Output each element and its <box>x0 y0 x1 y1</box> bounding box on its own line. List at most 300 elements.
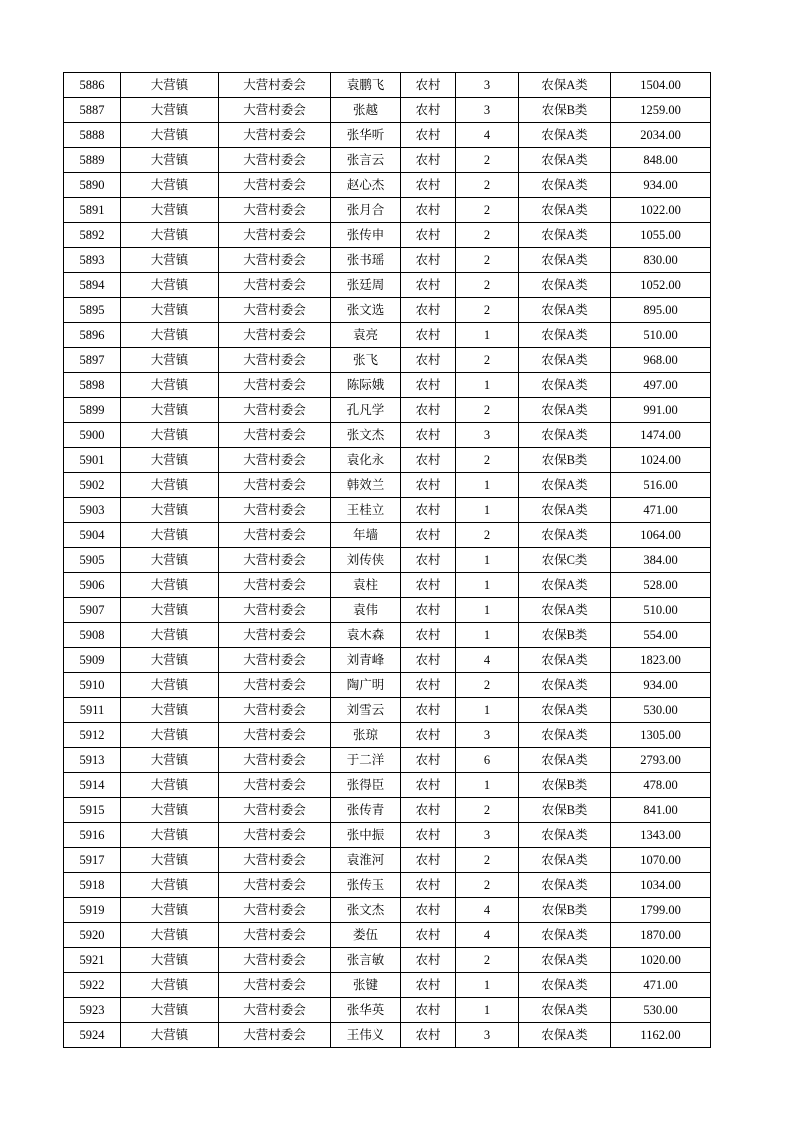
cell-insurance-category: 农保A类 <box>519 873 611 898</box>
table-row <box>64 973 711 998</box>
cell-residence: 农村 <box>401 223 456 248</box>
cell-name: 陶广明 <box>331 673 401 698</box>
cell-amount: 991.00 <box>611 398 711 423</box>
cell-village-committee: 大营村委会 <box>219 898 331 923</box>
cell-amount: 895.00 <box>611 298 711 323</box>
cell-amount: 530.00 <box>611 698 711 723</box>
cell-amount: 1474.00 <box>611 423 711 448</box>
cell-town: 大营镇 <box>121 1023 219 1048</box>
cell-insurance-category: 农保A类 <box>519 948 611 973</box>
cell-village-committee: 大营村委会 <box>219 923 331 948</box>
cell-residence: 农村 <box>401 673 456 698</box>
cell-serial: 5913 <box>64 748 121 773</box>
cell-name: 张传申 <box>331 223 401 248</box>
cell-amount: 530.00 <box>611 998 711 1023</box>
cell-insurance-category: 农保A类 <box>519 998 611 1023</box>
cell-residence: 农村 <box>401 973 456 998</box>
cell-count: 3 <box>456 723 519 748</box>
cell-residence: 农村 <box>401 448 456 473</box>
cell-name: 张华英 <box>331 998 401 1023</box>
cell-insurance-category: 农保B类 <box>519 98 611 123</box>
cell-count: 2 <box>456 673 519 698</box>
cell-town: 大营镇 <box>121 498 219 523</box>
cell-town: 大营镇 <box>121 323 219 348</box>
cell-name: 年墙 <box>331 523 401 548</box>
cell-residence: 农村 <box>401 123 456 148</box>
cell-count: 1 <box>456 473 519 498</box>
cell-count: 4 <box>456 898 519 923</box>
table-row <box>64 923 711 948</box>
cell-count: 1 <box>456 973 519 998</box>
cell-village-committee: 大营村委会 <box>219 723 331 748</box>
cell-serial: 5902 <box>64 473 121 498</box>
cell-village-committee: 大营村委会 <box>219 173 331 198</box>
cell-count: 1 <box>456 548 519 573</box>
cell-town: 大营镇 <box>121 373 219 398</box>
cell-amount: 830.00 <box>611 248 711 273</box>
cell-serial: 5915 <box>64 798 121 823</box>
table-row <box>64 823 711 848</box>
cell-village-committee: 大营村委会 <box>219 273 331 298</box>
cell-town: 大营镇 <box>121 898 219 923</box>
table-row <box>64 73 711 98</box>
cell-town: 大营镇 <box>121 748 219 773</box>
cell-serial: 5889 <box>64 148 121 173</box>
cell-amount: 1162.00 <box>611 1023 711 1048</box>
cell-name: 张得臣 <box>331 773 401 798</box>
cell-insurance-category: 农保A类 <box>519 473 611 498</box>
table-row <box>64 573 711 598</box>
cell-amount: 1022.00 <box>611 198 711 223</box>
cell-residence: 农村 <box>401 698 456 723</box>
cell-amount: 1799.00 <box>611 898 711 923</box>
cell-insurance-category: 农保A类 <box>519 373 611 398</box>
cell-town: 大营镇 <box>121 723 219 748</box>
cell-count: 1 <box>456 623 519 648</box>
cell-name: 张月合 <box>331 198 401 223</box>
cell-village-committee: 大营村委会 <box>219 473 331 498</box>
cell-count: 2 <box>456 798 519 823</box>
table-row <box>64 698 711 723</box>
cell-serial: 5888 <box>64 123 121 148</box>
cell-count: 1 <box>456 998 519 1023</box>
cell-serial: 5911 <box>64 698 121 723</box>
cell-serial: 5919 <box>64 898 121 923</box>
cell-insurance-category: 农保A类 <box>519 648 611 673</box>
cell-serial: 5895 <box>64 298 121 323</box>
cell-village-committee: 大营村委会 <box>219 648 331 673</box>
table-row <box>64 523 711 548</box>
cell-town: 大营镇 <box>121 173 219 198</box>
cell-name: 韩效兰 <box>331 473 401 498</box>
cell-residence: 农村 <box>401 248 456 273</box>
table-row <box>64 548 711 573</box>
cell-amount: 1034.00 <box>611 873 711 898</box>
table-row <box>64 423 711 448</box>
cell-insurance-category: 农保A类 <box>519 223 611 248</box>
cell-residence: 农村 <box>401 423 456 448</box>
cell-residence: 农村 <box>401 948 456 973</box>
cell-town: 大营镇 <box>121 848 219 873</box>
cell-residence: 农村 <box>401 473 456 498</box>
cell-residence: 农村 <box>401 648 456 673</box>
cell-insurance-category: 农保A类 <box>519 598 611 623</box>
cell-insurance-category: 农保A类 <box>519 298 611 323</box>
cell-name: 娄伍 <box>331 923 401 948</box>
cell-residence: 农村 <box>401 173 456 198</box>
cell-count: 2 <box>456 523 519 548</box>
cell-count: 4 <box>456 923 519 948</box>
cell-village-committee: 大营村委会 <box>219 498 331 523</box>
cell-residence: 农村 <box>401 348 456 373</box>
cell-count: 2 <box>456 948 519 973</box>
cell-amount: 528.00 <box>611 573 711 598</box>
cell-name: 赵心杰 <box>331 173 401 198</box>
cell-serial: 5904 <box>64 523 121 548</box>
cell-name: 袁化永 <box>331 448 401 473</box>
cell-count: 3 <box>456 823 519 848</box>
table-row <box>64 198 711 223</box>
cell-town: 大营镇 <box>121 298 219 323</box>
cell-insurance-category: 农保A类 <box>519 148 611 173</box>
cell-amount: 1870.00 <box>611 923 711 948</box>
cell-village-committee: 大营村委会 <box>219 823 331 848</box>
cell-insurance-category: 农保B类 <box>519 898 611 923</box>
cell-name: 张传玉 <box>331 873 401 898</box>
table-row <box>64 248 711 273</box>
cell-amount: 934.00 <box>611 673 711 698</box>
table-row <box>64 673 711 698</box>
cell-town: 大营镇 <box>121 973 219 998</box>
cell-name: 张文选 <box>331 298 401 323</box>
cell-count: 2 <box>456 448 519 473</box>
cell-village-committee: 大营村委会 <box>219 948 331 973</box>
cell-count: 1 <box>456 573 519 598</box>
cell-residence: 农村 <box>401 623 456 648</box>
cell-name: 袁木森 <box>331 623 401 648</box>
cell-insurance-category: 农保B类 <box>519 623 611 648</box>
cell-insurance-category: 农保A类 <box>519 198 611 223</box>
cell-insurance-category: 农保B类 <box>519 773 611 798</box>
cell-count: 2 <box>456 248 519 273</box>
table-row <box>64 373 711 398</box>
cell-name: 刘青峰 <box>331 648 401 673</box>
cell-serial: 5893 <box>64 248 121 273</box>
cell-serial: 5920 <box>64 923 121 948</box>
cell-village-committee: 大营村委会 <box>219 98 331 123</box>
cell-count: 1 <box>456 373 519 398</box>
cell-town: 大营镇 <box>121 523 219 548</box>
cell-count: 2 <box>456 273 519 298</box>
cell-amount: 1052.00 <box>611 273 711 298</box>
cell-name: 张文杰 <box>331 898 401 923</box>
subsidy-table-body <box>64 73 711 1048</box>
cell-insurance-category: 农保A类 <box>519 323 611 348</box>
cell-count: 4 <box>456 123 519 148</box>
cell-residence: 农村 <box>401 498 456 523</box>
cell-insurance-category: 农保A类 <box>519 173 611 198</box>
cell-village-committee: 大营村委会 <box>219 798 331 823</box>
cell-name: 袁柱 <box>331 573 401 598</box>
cell-count: 1 <box>456 498 519 523</box>
cell-serial: 5923 <box>64 998 121 1023</box>
table-row <box>64 873 711 898</box>
table-row <box>64 648 711 673</box>
cell-village-committee: 大营村委会 <box>219 298 331 323</box>
cell-amount: 471.00 <box>611 973 711 998</box>
cell-insurance-category: 农保A类 <box>519 823 611 848</box>
cell-village-committee: 大营村委会 <box>219 598 331 623</box>
cell-count: 2 <box>456 873 519 898</box>
cell-town: 大营镇 <box>121 773 219 798</box>
cell-name: 刘传侠 <box>331 548 401 573</box>
cell-insurance-category: 农保A类 <box>519 723 611 748</box>
cell-town: 大营镇 <box>121 648 219 673</box>
cell-name: 袁淮河 <box>331 848 401 873</box>
subsidy-table <box>63 72 711 1048</box>
cell-serial: 5900 <box>64 423 121 448</box>
cell-count: 1 <box>456 773 519 798</box>
cell-count: 3 <box>456 73 519 98</box>
cell-amount: 1070.00 <box>611 848 711 873</box>
cell-insurance-category: 农保B类 <box>519 448 611 473</box>
cell-residence: 农村 <box>401 748 456 773</box>
cell-town: 大营镇 <box>121 798 219 823</box>
cell-serial: 5899 <box>64 398 121 423</box>
cell-name: 王伟义 <box>331 1023 401 1048</box>
cell-name: 张中振 <box>331 823 401 848</box>
table-row <box>64 948 711 973</box>
table-row <box>64 173 711 198</box>
cell-amount: 2034.00 <box>611 123 711 148</box>
cell-insurance-category: 农保A类 <box>519 573 611 598</box>
cell-serial: 5896 <box>64 323 121 348</box>
cell-count: 3 <box>456 98 519 123</box>
cell-town: 大营镇 <box>121 923 219 948</box>
cell-serial: 5906 <box>64 573 121 598</box>
cell-serial: 5903 <box>64 498 121 523</box>
cell-town: 大营镇 <box>121 273 219 298</box>
cell-name: 王桂立 <box>331 498 401 523</box>
cell-insurance-category: 农保A类 <box>519 73 611 98</box>
table-row <box>64 223 711 248</box>
cell-amount: 471.00 <box>611 498 711 523</box>
cell-village-committee: 大营村委会 <box>219 873 331 898</box>
cell-residence: 农村 <box>401 923 456 948</box>
cell-village-committee: 大营村委会 <box>219 773 331 798</box>
cell-town: 大营镇 <box>121 623 219 648</box>
cell-town: 大营镇 <box>121 123 219 148</box>
cell-amount: 510.00 <box>611 323 711 348</box>
cell-count: 3 <box>456 423 519 448</box>
cell-residence: 农村 <box>401 273 456 298</box>
cell-name: 张言云 <box>331 148 401 173</box>
cell-residence: 农村 <box>401 823 456 848</box>
cell-name: 袁鹏飞 <box>331 73 401 98</box>
cell-residence: 农村 <box>401 398 456 423</box>
cell-residence: 农村 <box>401 798 456 823</box>
cell-residence: 农村 <box>401 573 456 598</box>
cell-insurance-category: 农保A类 <box>519 1023 611 1048</box>
cell-serial: 5921 <box>64 948 121 973</box>
cell-serial: 5908 <box>64 623 121 648</box>
cell-serial: 5887 <box>64 98 121 123</box>
cell-residence: 农村 <box>401 723 456 748</box>
cell-name: 张书瑶 <box>331 248 401 273</box>
table-row <box>64 473 711 498</box>
cell-amount: 1259.00 <box>611 98 711 123</box>
cell-insurance-category: 农保A类 <box>519 248 611 273</box>
cell-village-committee: 大营村委会 <box>219 123 331 148</box>
cell-name: 张琼 <box>331 723 401 748</box>
table-row <box>64 898 711 923</box>
cell-serial: 5898 <box>64 373 121 398</box>
cell-town: 大营镇 <box>121 73 219 98</box>
cell-count: 2 <box>456 223 519 248</box>
cell-amount: 968.00 <box>611 348 711 373</box>
table-row <box>64 348 711 373</box>
cell-name: 于二洋 <box>331 748 401 773</box>
cell-insurance-category: 农保A类 <box>519 348 611 373</box>
cell-amount: 554.00 <box>611 623 711 648</box>
cell-amount: 1823.00 <box>611 648 711 673</box>
cell-village-committee: 大营村委会 <box>219 223 331 248</box>
cell-town: 大营镇 <box>121 998 219 1023</box>
cell-village-committee: 大营村委会 <box>219 448 331 473</box>
cell-name: 刘雪云 <box>331 698 401 723</box>
cell-town: 大营镇 <box>121 98 219 123</box>
cell-amount: 516.00 <box>611 473 711 498</box>
cell-serial: 5916 <box>64 823 121 848</box>
cell-serial: 5891 <box>64 198 121 223</box>
cell-insurance-category: 农保A类 <box>519 848 611 873</box>
cell-name: 孔凡学 <box>331 398 401 423</box>
cell-residence: 农村 <box>401 848 456 873</box>
cell-amount: 1343.00 <box>611 823 711 848</box>
cell-town: 大营镇 <box>121 223 219 248</box>
cell-town: 大营镇 <box>121 873 219 898</box>
cell-name: 张华听 <box>331 123 401 148</box>
cell-residence: 农村 <box>401 198 456 223</box>
cell-residence: 农村 <box>401 148 456 173</box>
cell-count: 2 <box>456 348 519 373</box>
cell-insurance-category: 农保C类 <box>519 548 611 573</box>
cell-town: 大营镇 <box>121 573 219 598</box>
cell-village-committee: 大营村委会 <box>219 398 331 423</box>
cell-serial: 5912 <box>64 723 121 748</box>
cell-name: 袁亮 <box>331 323 401 348</box>
cell-insurance-category: 农保A类 <box>519 273 611 298</box>
table-row <box>64 148 711 173</box>
cell-town: 大营镇 <box>121 698 219 723</box>
cell-count: 2 <box>456 298 519 323</box>
cell-village-committee: 大营村委会 <box>219 973 331 998</box>
cell-town: 大营镇 <box>121 198 219 223</box>
cell-serial: 5922 <box>64 973 121 998</box>
table-row <box>64 273 711 298</box>
cell-village-committee: 大营村委会 <box>219 323 331 348</box>
cell-name: 张言敏 <box>331 948 401 973</box>
table-row <box>64 398 711 423</box>
cell-amount: 478.00 <box>611 773 711 798</box>
cell-count: 6 <box>456 748 519 773</box>
table-row <box>64 98 711 123</box>
cell-town: 大营镇 <box>121 448 219 473</box>
cell-town: 大营镇 <box>121 548 219 573</box>
cell-residence: 农村 <box>401 323 456 348</box>
table-row <box>64 598 711 623</box>
cell-residence: 农村 <box>401 298 456 323</box>
cell-residence: 农村 <box>401 1023 456 1048</box>
cell-village-committee: 大营村委会 <box>219 548 331 573</box>
cell-village-committee: 大营村委会 <box>219 373 331 398</box>
cell-count: 1 <box>456 598 519 623</box>
cell-village-committee: 大营村委会 <box>219 1023 331 1048</box>
cell-town: 大营镇 <box>121 148 219 173</box>
cell-town: 大营镇 <box>121 423 219 448</box>
cell-town: 大营镇 <box>121 823 219 848</box>
cell-residence: 农村 <box>401 523 456 548</box>
cell-town: 大营镇 <box>121 398 219 423</box>
cell-village-committee: 大营村委会 <box>219 573 331 598</box>
cell-serial: 5910 <box>64 673 121 698</box>
cell-amount: 841.00 <box>611 798 711 823</box>
cell-residence: 农村 <box>401 898 456 923</box>
cell-insurance-category: 农保A类 <box>519 748 611 773</box>
cell-count: 1 <box>456 323 519 348</box>
cell-count: 3 <box>456 1023 519 1048</box>
cell-amount: 497.00 <box>611 373 711 398</box>
cell-serial: 5897 <box>64 348 121 373</box>
cell-serial: 5901 <box>64 448 121 473</box>
cell-serial: 5905 <box>64 548 121 573</box>
cell-serial: 5892 <box>64 223 121 248</box>
cell-count: 4 <box>456 648 519 673</box>
cell-village-committee: 大营村委会 <box>219 248 331 273</box>
cell-village-committee: 大营村委会 <box>219 623 331 648</box>
cell-insurance-category: 农保A类 <box>519 523 611 548</box>
cell-insurance-category: 农保A类 <box>519 498 611 523</box>
cell-count: 1 <box>456 698 519 723</box>
cell-town: 大营镇 <box>121 948 219 973</box>
cell-residence: 农村 <box>401 773 456 798</box>
cell-insurance-category: 农保A类 <box>519 698 611 723</box>
cell-name: 张越 <box>331 98 401 123</box>
cell-residence: 农村 <box>401 73 456 98</box>
cell-amount: 1064.00 <box>611 523 711 548</box>
cell-residence: 农村 <box>401 98 456 123</box>
cell-serial: 5914 <box>64 773 121 798</box>
cell-insurance-category: 农保B类 <box>519 798 611 823</box>
cell-village-committee: 大营村委会 <box>219 423 331 448</box>
table-row <box>64 123 711 148</box>
cell-town: 大营镇 <box>121 673 219 698</box>
cell-count: 2 <box>456 148 519 173</box>
cell-serial: 5918 <box>64 873 121 898</box>
cell-village-committee: 大营村委会 <box>219 698 331 723</box>
table-row <box>64 448 711 473</box>
table-row <box>64 1023 711 1048</box>
cell-serial: 5907 <box>64 598 121 623</box>
cell-village-committee: 大营村委会 <box>219 73 331 98</box>
cell-name: 张键 <box>331 973 401 998</box>
cell-amount: 1020.00 <box>611 948 711 973</box>
cell-serial: 5924 <box>64 1023 121 1048</box>
cell-name: 袁伟 <box>331 598 401 623</box>
cell-town: 大营镇 <box>121 598 219 623</box>
cell-serial: 5909 <box>64 648 121 673</box>
cell-village-committee: 大营村委会 <box>219 748 331 773</box>
